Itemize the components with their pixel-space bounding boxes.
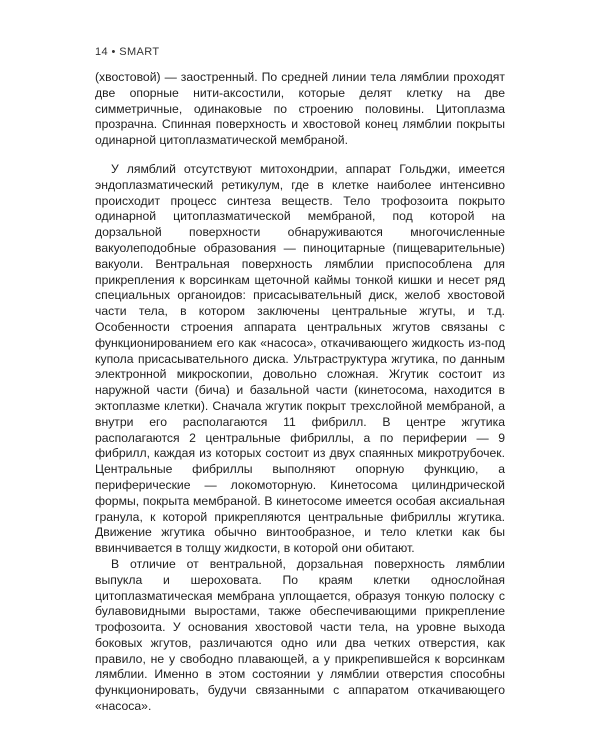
paragraph-3: В отличие от вентральной, дорзальная поверхность лямблии выпукла и шероховата. По краям клетки однослойная цитоплазматическая мембрана уплощается, образуя тонкую полоску с булавовидными выростами, также обеспечивающими прикрепление трофозоита. У основания хвостовой части тела, на уровне выхода боковых жгутов, различаются одно или два четких отверстия, как правило, не у свободно плавающей, а у прикрепившейся к ворсинкам лямблии. Именно в этом состоянии у лямблии отверстия способны функционировать, будучи связанными с аппаратом откачивающего «насоса». — [95, 556, 505, 714]
running-header — [95, 46, 160, 58]
paragraph-1: (хвостовой) — заостренный. По средней линии тела лямблии проходят две опорные нити-аксостили, которые делят клетку на две симметричные, одинаковые по строению половины. Цитоплазма прозрачна. Спинная поверхность и хвостовой конец лямблии покрыты одинарной цитоплазматической мембраной. — [95, 70, 505, 148]
series-name: SMART — [119, 46, 160, 58]
header-separator: • — [111, 46, 116, 58]
body-text — [95, 70, 505, 715]
paragraph-2: У лямблий отсутствуют митохондрии, аппарат Гольджи, имеется эндоплазматический ретикулум, где в клетке наиболее интенсивно происходит процесс синтеза веществ. Тело трофозоита покрыто одинарной цитоплазматической мембраной, под которой на дорзальной поверхности обнаруживаются многочисленные вакуолеподобные образования — пиноцитарные (пищеварительные) вакуоли. Вентральная поверхность лямблии приспособлена для прикрепления к ворсинкам щеточной каймы тонкой кишки и несет ряд специальных органоидов: присасывательный диск, желоб хвостовой части тела, в котором заключены центральные жгуты, и т.д. Особенности строения аппарата центральных жгутов связаны с функционированием его как «насоса», откачивающего жидкость из-под купола присасывательного диска. Ультраструктура жгутика, по данным электронной микроскопии, довольно сложная. Жгутик состоит из наружной части (бича) и базальной части (кинетосома, находится в эктоплазме клетки). Сначала жгутик покрыт трехслойной мембраной, а внутри его располагаются 11 фибрилл. В центре жгутика располагаются 2 центральные фибриллы, а по периферии — 9 фибрилл, каждая из которых состоит из двух спаянных микротрубочек. Центральные фибриллы выполняют опорную функцию, а периферические — локомоторную. Кинетосома цилиндрической формы, покрыта мембраной. В кинетосоме имеется особая аксиальная гранула, к которой прикрепляются центральные фибриллы жгутика. Движение жгутика обычно винтообразное, и тело клетки как бы ввинчивается в толщу жидкости, в которой они обитают. — [95, 161, 505, 556]
page-number: 14 — [95, 46, 109, 58]
